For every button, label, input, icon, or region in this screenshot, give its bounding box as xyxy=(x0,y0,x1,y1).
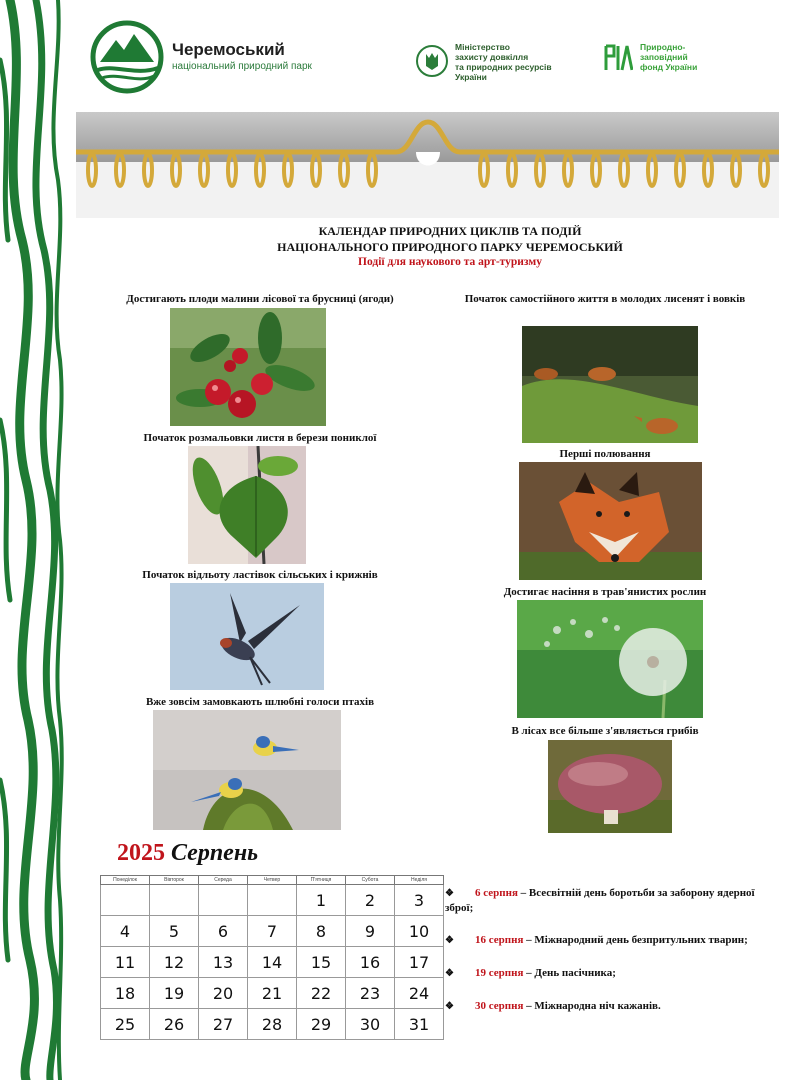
weekday-header: Вівторок xyxy=(150,876,199,885)
calendar-day: 2 xyxy=(346,885,395,916)
events-list xyxy=(445,886,775,1032)
calendar-day: 29 xyxy=(297,1009,346,1040)
calendar-week-row xyxy=(101,978,444,1009)
calendar-day: 22 xyxy=(297,978,346,1009)
calendar-day: 6 xyxy=(199,916,248,947)
caption-first-hunts: Перші полювання xyxy=(559,448,651,460)
event-item xyxy=(445,886,775,915)
pzf-line: заповідний xyxy=(640,52,688,62)
weekday-header: П'ятниця xyxy=(297,876,346,885)
weekday-header: Неділя xyxy=(395,876,444,885)
calendar-day: 5 xyxy=(150,916,199,947)
calendar-day: 17 xyxy=(395,947,444,978)
calendar-day: 23 xyxy=(346,978,395,1009)
calendar-day: 7 xyxy=(248,916,297,947)
subtitle: Події для наукового та арт-туризму xyxy=(358,256,542,268)
calendar-week-row xyxy=(101,1009,444,1040)
weekday-header: Субота xyxy=(346,876,395,885)
calendar-day: 4 xyxy=(101,916,150,947)
caption-mushrooms: В лісах все більше з'являється грибів xyxy=(511,725,699,737)
title-line-1: КАЛЕНДАР ПРИРОДНИХ ЦИКЛІВ ТА ПОДІЙ xyxy=(318,224,582,238)
title-line-2: НАЦІОНАЛЬНОГО ПРИРОДНОГО ПАРКУ ЧЕРЕМОСЬКИЙ xyxy=(277,240,623,254)
calendar-day: 30 xyxy=(346,1009,395,1040)
calendar-day: 24 xyxy=(395,978,444,1009)
caption-birch: Початок розмальовки листя в берези пониклої xyxy=(143,432,377,444)
mushroom-photo xyxy=(548,740,672,833)
event-item xyxy=(445,933,775,948)
caption-seeds: Достигає насіння в трав'янистих рослин xyxy=(503,586,707,598)
calendar-week-row xyxy=(101,916,444,947)
park-name: Черемоський xyxy=(172,40,285,59)
caption-young-foxes: Початок самостійного життя в молодих лисенят і вовків xyxy=(464,293,746,305)
calendar-day: 3 xyxy=(395,885,444,916)
calendar-day: 14 xyxy=(248,947,297,978)
dandelion-photo xyxy=(517,600,703,718)
calendar-day: 20 xyxy=(199,978,248,1009)
pzf-logo-icon xyxy=(603,42,633,74)
event-date: 16 серпня xyxy=(475,934,524,946)
event-item xyxy=(445,999,775,1014)
event-text: – День пасічника; xyxy=(523,967,616,979)
ministry-name xyxy=(455,42,575,82)
calendar-day xyxy=(101,885,150,916)
lingonberry-photo xyxy=(170,308,326,426)
event-date: 19 серпня xyxy=(475,967,524,979)
calendar-day: 18 xyxy=(101,978,150,1009)
calendar-weekday-row xyxy=(101,876,444,885)
park-subtitle: національний природний парк xyxy=(172,61,312,72)
diamond-bullet-icon: ❖ xyxy=(445,1001,454,1012)
calendar-day xyxy=(248,885,297,916)
calendar-day: 21 xyxy=(248,978,297,1009)
calendar-day: 19 xyxy=(150,978,199,1009)
caption-birds: Вже зовсім замовкають шлюбні голоси птахів xyxy=(145,696,375,708)
diamond-bullet-icon: ❖ xyxy=(445,968,454,979)
calendar-year: 2025 xyxy=(117,840,165,866)
park-logo-icon xyxy=(90,20,170,94)
pzf-name xyxy=(640,42,730,72)
diamond-bullet-icon: ❖ xyxy=(445,935,454,946)
event-text: – Міжнародна ніч кажанів. xyxy=(523,1000,661,1012)
calendar-month: Серпень xyxy=(171,840,259,866)
ministry-line: України xyxy=(455,72,487,82)
caption-swallow: Початок відльоту ластівок сільських і крижнів xyxy=(142,569,378,581)
calendar-day: 26 xyxy=(150,1009,199,1040)
calendar-day xyxy=(150,885,199,916)
event-date: 6 серпня xyxy=(475,887,518,899)
event-text: – Всесвітній день боротьби за заборону ядерної зброї; xyxy=(445,887,755,914)
event-text: – Міжнародний день безпритульних тварин; xyxy=(523,934,748,946)
calendar-day: 8 xyxy=(297,916,346,947)
ministry-line: Міністерство xyxy=(455,42,510,52)
calendar-week-row xyxy=(101,947,444,978)
calendar-day: 13 xyxy=(199,947,248,978)
calendar-day: 11 xyxy=(101,947,150,978)
ministry-line: захисту довкілля xyxy=(455,52,529,62)
weekday-header: Понеділок xyxy=(101,876,150,885)
caption-lingonberry: Достигають плоди малини лісової та брусниці (ягоди) xyxy=(126,293,394,305)
calendar-day: 28 xyxy=(248,1009,297,1040)
blue-tits-photo xyxy=(153,710,341,830)
young-foxes-photo xyxy=(522,326,698,443)
pzf-line: Природно- xyxy=(640,42,686,52)
calendar-day: 1 xyxy=(297,885,346,916)
weekday-header: Середа xyxy=(199,876,248,885)
calendar-day: 31 xyxy=(395,1009,444,1040)
fox-hunting-photo xyxy=(519,462,702,580)
calendar-day: 25 xyxy=(101,1009,150,1040)
calendar-heading xyxy=(117,840,258,867)
event-item xyxy=(445,966,775,981)
decorative-wave-border xyxy=(0,0,70,1080)
ministry-logo-icon xyxy=(415,44,449,78)
pzf-line: фонд України xyxy=(640,62,698,72)
calendar-week-row xyxy=(101,885,444,916)
calendar-day: 16 xyxy=(346,947,395,978)
calendar-day: 9 xyxy=(346,916,395,947)
calendar-binder-strip xyxy=(76,112,779,218)
calendar-day xyxy=(199,885,248,916)
calendar-grid xyxy=(100,875,444,1040)
calendar-day: 27 xyxy=(199,1009,248,1040)
swallow-photo xyxy=(170,583,324,690)
event-date: 30 серпня xyxy=(475,1000,524,1012)
weekday-header: Четвер xyxy=(248,876,297,885)
calendar-day: 12 xyxy=(150,947,199,978)
diamond-bullet-icon: ❖ xyxy=(445,888,454,899)
ministry-line: та природних ресурсів xyxy=(455,62,552,72)
calendar-day: 15 xyxy=(297,947,346,978)
calendar-day: 10 xyxy=(395,916,444,947)
birch-leaf-photo xyxy=(188,446,306,564)
